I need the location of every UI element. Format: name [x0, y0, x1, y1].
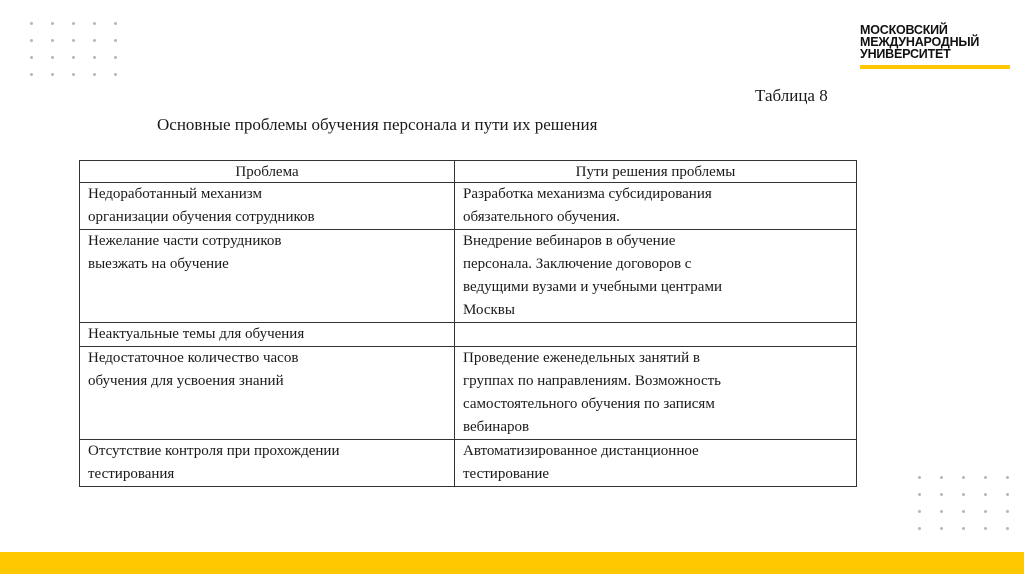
cell-line: самостоятельного обучения по записям [463, 396, 715, 412]
table-row [80, 347, 857, 440]
problem-cell [80, 347, 455, 440]
header-problem: Проблема [80, 161, 455, 183]
cell-line: Отсутствие контроля при прохождении [88, 443, 340, 459]
cell-line: Нежелание части сотрудников [88, 233, 282, 249]
table-row [80, 183, 857, 230]
problems-table [79, 160, 857, 487]
logo-line-2: МЕЖДУНАРОДНЫЙ [860, 35, 980, 49]
cell-line: тестирование [463, 466, 550, 482]
table-row [80, 440, 857, 487]
cell-line: Недостаточное количество часов [88, 350, 299, 366]
solution-cell [455, 440, 857, 487]
cell-line: выезжать на обучение [88, 256, 229, 272]
logo-line-1: МОСКОВСКИЙ [860, 23, 948, 37]
logo-underline [860, 65, 1010, 69]
cell-line: Внедрение вебинаров в обучение [463, 233, 676, 249]
cell-line: обучения для усвоения знаний [88, 373, 284, 389]
cell-line: Неактуальные темы для обучения [88, 326, 305, 342]
cell-line: Разработка механизма субсидирования [463, 186, 712, 202]
table-row [80, 323, 857, 347]
problem-cell [80, 230, 455, 323]
cell-line: Недоработанный механизм [88, 186, 262, 202]
table-header-row [80, 161, 857, 183]
cell-line: группах по направлениям. Возможность [463, 373, 721, 389]
solution-cell [455, 323, 857, 347]
decorative-dots-bottom-right [918, 476, 1009, 530]
cell-line: Москвы [463, 302, 515, 318]
table-title: Основные проблемы обучения персонала и пути их решения [157, 115, 598, 134]
university-logo [860, 24, 1010, 69]
cell-line: Проведение еженедельных занятий в [463, 350, 700, 366]
logo-line-3: УНИВЕРСИТЕТ [860, 47, 951, 61]
table-number: Таблица 8 [755, 86, 828, 105]
solution-cell [455, 230, 857, 323]
cell-line: ведущими вузами и учебными центрами [463, 279, 722, 295]
header-solution: Пути решения проблемы [455, 161, 857, 183]
cell-line: обязательного обучения. [463, 209, 620, 225]
table-row [80, 230, 857, 323]
problem-cell [80, 440, 455, 487]
cell-line: организации обучения сотрудников [88, 209, 315, 225]
decorative-dots-top-left [30, 22, 117, 76]
cell-line: Автоматизированное дистанционное [463, 443, 699, 459]
cell-line: тестирования [88, 466, 175, 482]
problem-cell [80, 183, 455, 230]
solution-cell [455, 347, 857, 440]
footer-accent-bar [0, 552, 1024, 574]
solution-cell [455, 183, 857, 230]
cell-line: вебинаров [463, 419, 530, 435]
cell-line: персонала. Заключение договоров с [463, 256, 692, 272]
problem-cell [80, 323, 455, 347]
